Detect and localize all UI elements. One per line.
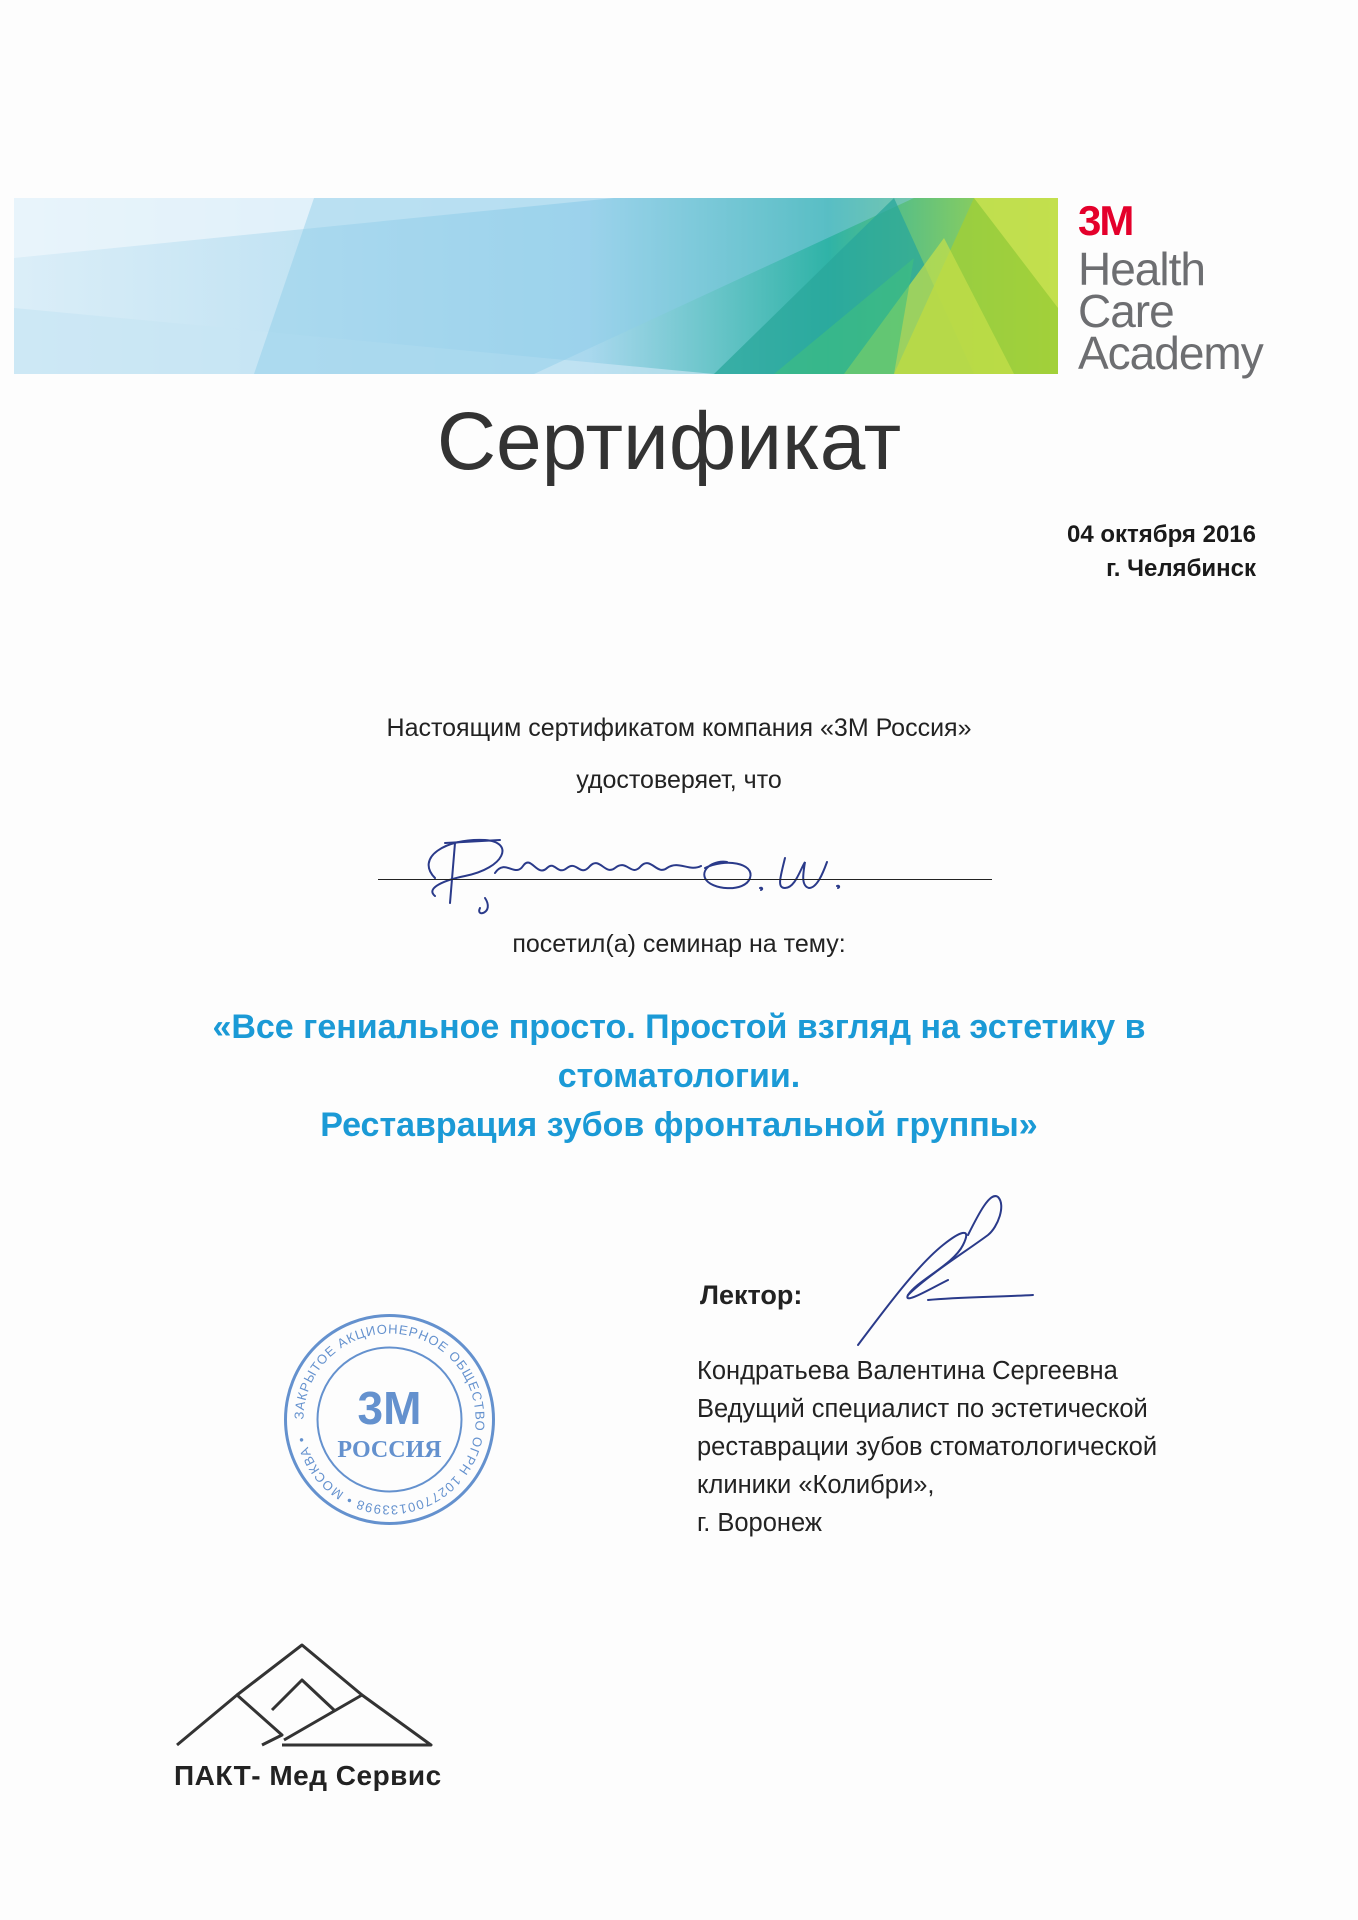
company-stamp bbox=[282, 1312, 497, 1527]
brand-line-academy: Academy bbox=[1078, 327, 1263, 379]
handwritten-name-signature bbox=[405, 818, 965, 928]
brand-block bbox=[1078, 197, 1338, 379]
intro-line-1: Настоящим сертификатом компания «3М Россия» bbox=[386, 714, 972, 742]
lector-title: Лектор: bbox=[700, 1280, 803, 1310]
brand-3m-logo: 3M bbox=[1078, 197, 1133, 244]
lector-info bbox=[697, 1352, 1157, 1542]
lector-position-line-1: Ведущий специалист по эстетической bbox=[697, 1395, 1148, 1423]
topic-line-3: Реставрация зубов фронтальной группы» bbox=[320, 1106, 1038, 1144]
lector-position-line-2: реставрации зубов стоматологической bbox=[697, 1433, 1158, 1461]
stamp-3m-logo: 3M bbox=[357, 1382, 422, 1434]
date-city-block bbox=[1067, 518, 1256, 586]
topic-line-2: стоматологии. bbox=[557, 1057, 801, 1095]
issue-city: г. Челябинск bbox=[1106, 555, 1256, 582]
brand-line-health: Health bbox=[1078, 243, 1205, 295]
seminar-topic bbox=[150, 1003, 1208, 1150]
topic-line-1: «Все гениальное просто. Простой взгляд на эстетику в bbox=[212, 1008, 1146, 1046]
lector-position-line-3: клиники «Колибри», bbox=[697, 1471, 935, 1499]
stamp-ring-text: ЗАКРЫТОЕ АКЦИОНЕРНОЕ ОБЩЕСТВО ОГРН 1027700133998 • МОСКВА • bbox=[291, 1321, 488, 1518]
footer-company-name: ПАКТ- Мед Сервис bbox=[174, 1760, 442, 1791]
pakt-med-logo bbox=[172, 1640, 436, 1750]
stamp-center-text: РОССИЯ bbox=[337, 1437, 442, 1463]
lector-signature bbox=[848, 1185, 1038, 1355]
lector-name: Кондратьева Валентина Сергеевна bbox=[697, 1357, 1118, 1385]
intro-line-2: удостоверяет, что bbox=[576, 766, 782, 794]
lector-position-line-4: г. Воронеж bbox=[697, 1509, 822, 1537]
header-banner bbox=[14, 198, 1058, 374]
brand-line-care: Care bbox=[1078, 285, 1174, 337]
name-underline bbox=[378, 879, 992, 880]
issue-date: 04 октября 2016 bbox=[1066, 521, 1256, 548]
attended-text: посетил(а) семинар на тему: bbox=[512, 930, 846, 958]
certificate-title: Сертификат bbox=[436, 396, 902, 487]
